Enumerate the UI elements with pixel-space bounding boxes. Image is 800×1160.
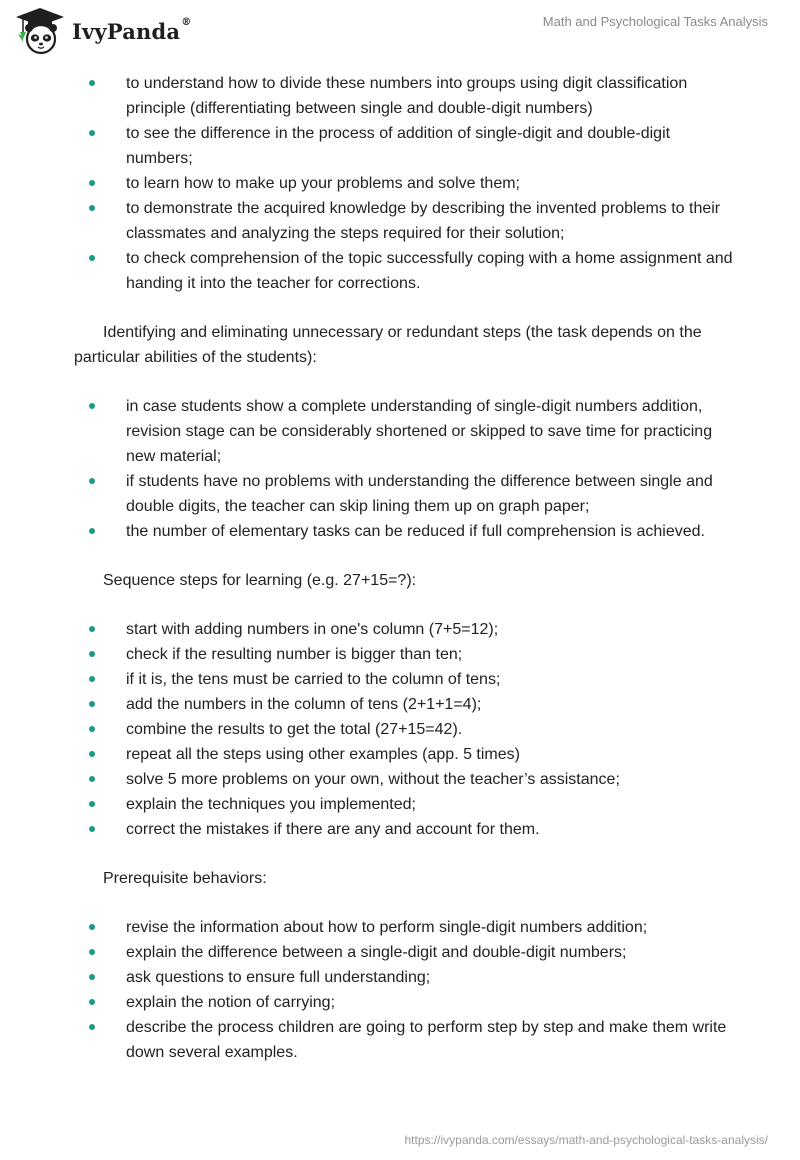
list-item: correct the mistakes if there are any and account for them. bbox=[74, 817, 734, 842]
objectives-list bbox=[74, 71, 734, 296]
list-item: to learn how to make up your problems and solve them; bbox=[74, 171, 734, 196]
list-item: check if the resulting number is bigger than ten; bbox=[74, 642, 734, 667]
list-item: combine the results to get the total (27+15=42). bbox=[74, 717, 734, 742]
redundant-steps-list bbox=[74, 394, 734, 544]
document-title: Math and Psychological Tasks Analysis bbox=[542, 14, 768, 29]
list-item: to demonstrate the acquired knowledge by describing the invented problems to their classmates and analyzing the steps required for their solution; bbox=[74, 196, 734, 246]
list-item: explain the difference between a single-digit and double-digit numbers; bbox=[74, 940, 734, 965]
list-item: solve 5 more problems on your own, without the teacher’s assistance; bbox=[74, 767, 734, 792]
list-item: add the numbers in the column of tens (2+1+1=4); bbox=[74, 692, 734, 717]
brand-name: IvyPanda® bbox=[72, 16, 192, 44]
essay-content bbox=[74, 71, 734, 1065]
list-item: explain the techniques you implemented; bbox=[74, 792, 734, 817]
prerequisites-list bbox=[74, 915, 734, 1065]
paragraph-redundant-steps: Identifying and eliminating unnecessary or redundant steps (the task depends on the particular abilities of the students): bbox=[74, 324, 702, 366]
list-item: in case students show a complete understanding of single-digit numbers addition, revision stage can be considerably shortened or skipped to save time for practicing new material; bbox=[74, 394, 734, 469]
list-item: describe the process children are going to perform step by step and make them write down several examples. bbox=[74, 1015, 734, 1065]
list-item: revise the information about how to perform single-digit numbers addition; bbox=[74, 915, 734, 940]
paragraph-prerequisites: Prerequisite behaviors: bbox=[103, 870, 267, 887]
source-url[interactable]: https://ivypanda.com/essays/math-and-psychological-tasks-analysis/ bbox=[404, 1133, 768, 1147]
list-item: to understand how to divide these numbers into groups using digit classification principle (differentiating between single and double-digit numbers) bbox=[74, 71, 734, 121]
list-item: the number of elementary tasks can be reduced if full comprehension is achieved. bbox=[74, 519, 734, 544]
list-item: explain the notion of carrying; bbox=[74, 990, 734, 1015]
list-item: ask questions to ensure full understanding; bbox=[74, 965, 734, 990]
list-item: repeat all the steps using other examples (app. 5 times) bbox=[74, 742, 734, 767]
paragraph-sequence-steps: Sequence steps for learning (e.g. 27+15=?): bbox=[103, 572, 417, 589]
list-item: to check comprehension of the topic successfully coping with a home assignment and handing it into the teacher for corrections. bbox=[74, 246, 734, 296]
list-item: start with adding numbers in one's column (7+5=12); bbox=[74, 617, 734, 642]
list-item: if it is, the tens must be carried to the column of tens; bbox=[74, 667, 734, 692]
list-item: to see the difference in the process of addition of single-digit and double-digit numbers; bbox=[74, 121, 734, 171]
panda-graduate-icon bbox=[14, 6, 66, 56]
brand-logo[interactable] bbox=[14, 6, 191, 56]
page-header bbox=[0, 0, 800, 60]
sequence-steps-list bbox=[74, 617, 734, 842]
list-item: if students have no problems with understanding the difference between single and double digits, the teacher can skip lining them up on graph paper; bbox=[74, 469, 734, 519]
